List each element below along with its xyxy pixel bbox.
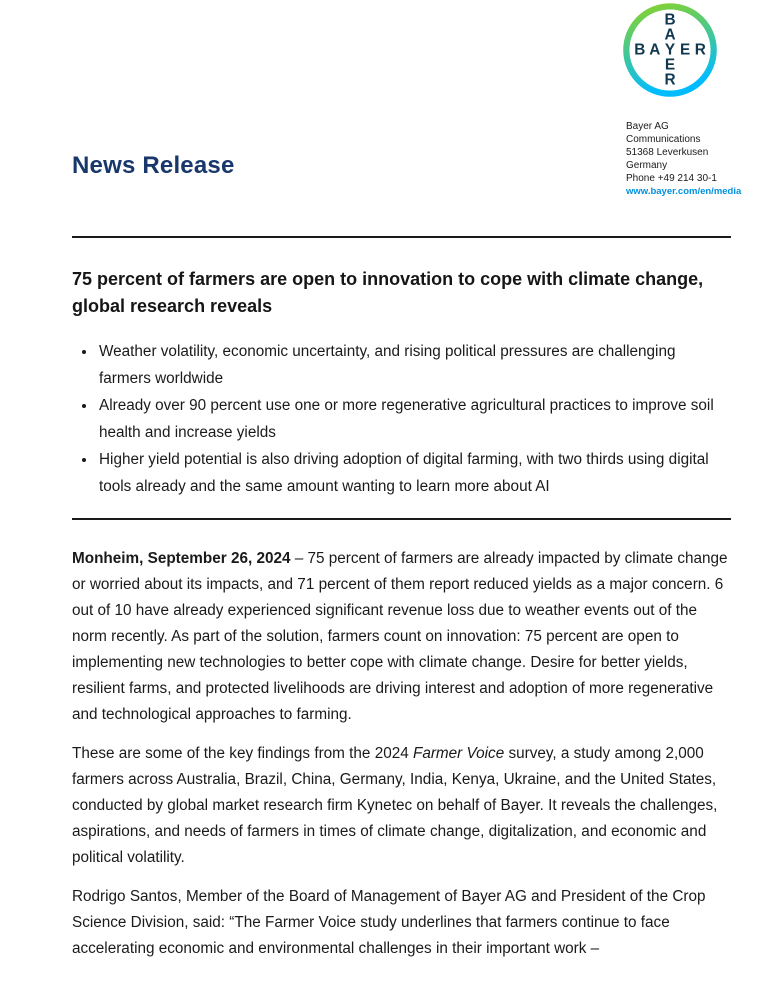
logo-letter: E: [664, 56, 676, 74]
paragraph-text: These are some of the key findings from the 2024: [72, 745, 413, 762]
contact-line-phone: Phone +49 214 30-1: [626, 173, 717, 184]
article-text: [72, 546, 731, 962]
divider-top: [72, 236, 731, 238]
logo-letter: R: [664, 71, 676, 89]
logo-letter: R: [694, 41, 706, 59]
logo-cross-wordmark: [634, 11, 706, 88]
survey-name: Farmer Voice: [412, 745, 505, 762]
logo-letter-center: Y: [664, 41, 676, 59]
bullet-text: Higher yield potential is also driving adoption of digital farming, with two thirds using digital tools already and the same amount wanting to learn more about AI: [99, 451, 709, 495]
dateline: Monheim, September 26, 2024: [72, 550, 291, 567]
bayer-logo: [622, 2, 718, 98]
logo-letter: A: [664, 26, 676, 44]
paragraph-dateline: [72, 546, 731, 728]
divider-bottom: [72, 518, 731, 520]
paragraph-text: – 75 percent of farmers are already impacted by climate change or worried about its impacts, and 71 percent of them report reduced yields as a major concern. 6 out of 10 have already experienced significant revenue loss due to weather events out of the norm recently. As part of the solution, farmers count on innovation: 75 percent are open to implementing new technologies to better cope with climate change. Desire for better yields, resilient farms, and protected livelihoods are driving interest and adoption of more regenerative and technological approaches to farming.: [72, 550, 728, 723]
contact-line-company: Bayer AG: [626, 121, 669, 132]
bullet-text: Weather volatility, economic uncertainty, and rising political pressures are challenging farmers worldwide: [99, 343, 676, 387]
contact-block: [626, 120, 756, 198]
bullet-item: [97, 446, 731, 500]
summary-bullet-list: [72, 338, 731, 500]
logo-letter: A: [649, 41, 661, 59]
logo-letter: B: [634, 41, 646, 59]
headline: 75 percent of farmers are open to innovation to cope with climate change, global research reveals: [72, 269, 704, 316]
bullet-item: [97, 392, 731, 446]
contact-line-department: Communications: [626, 134, 701, 145]
paragraph-text: survey, a study among 2,000 farmers across Australia, Brazil, China, Germany, India, Kenya, Ukraine, and the United States, conducted by global market research firm Kynetec on behalf of Bayer. It reveals the challenges, aspirations, and needs of farmers in times of climate change, digitalization, and economic and political volatility.: [72, 745, 718, 866]
paragraph-quote: Rodrigo Santos, Member of the Board of Management of Bayer AG and President of the Crop Science Division, said: “The Farmer Voice study underlines that farmers continue to face accelerating economic and environmental challenges in their important work –: [72, 888, 706, 957]
logo-letter: E: [680, 41, 691, 59]
website-link[interactable]: www.bayer.com/en/media: [626, 186, 742, 197]
document-content: [72, 236, 731, 975]
paragraph-survey: [72, 741, 731, 871]
bullet-item: [97, 338, 731, 392]
logo-letter: B: [664, 11, 676, 29]
page-title: News Release: [72, 152, 235, 179]
contact-line-country: Germany: [626, 160, 668, 171]
bullet-text: Already over 90 percent use one or more regenerative agricultural practices to improve soil health and increase yields: [99, 397, 714, 441]
contact-line-postcode: 51368 Leverkusen: [626, 147, 709, 158]
